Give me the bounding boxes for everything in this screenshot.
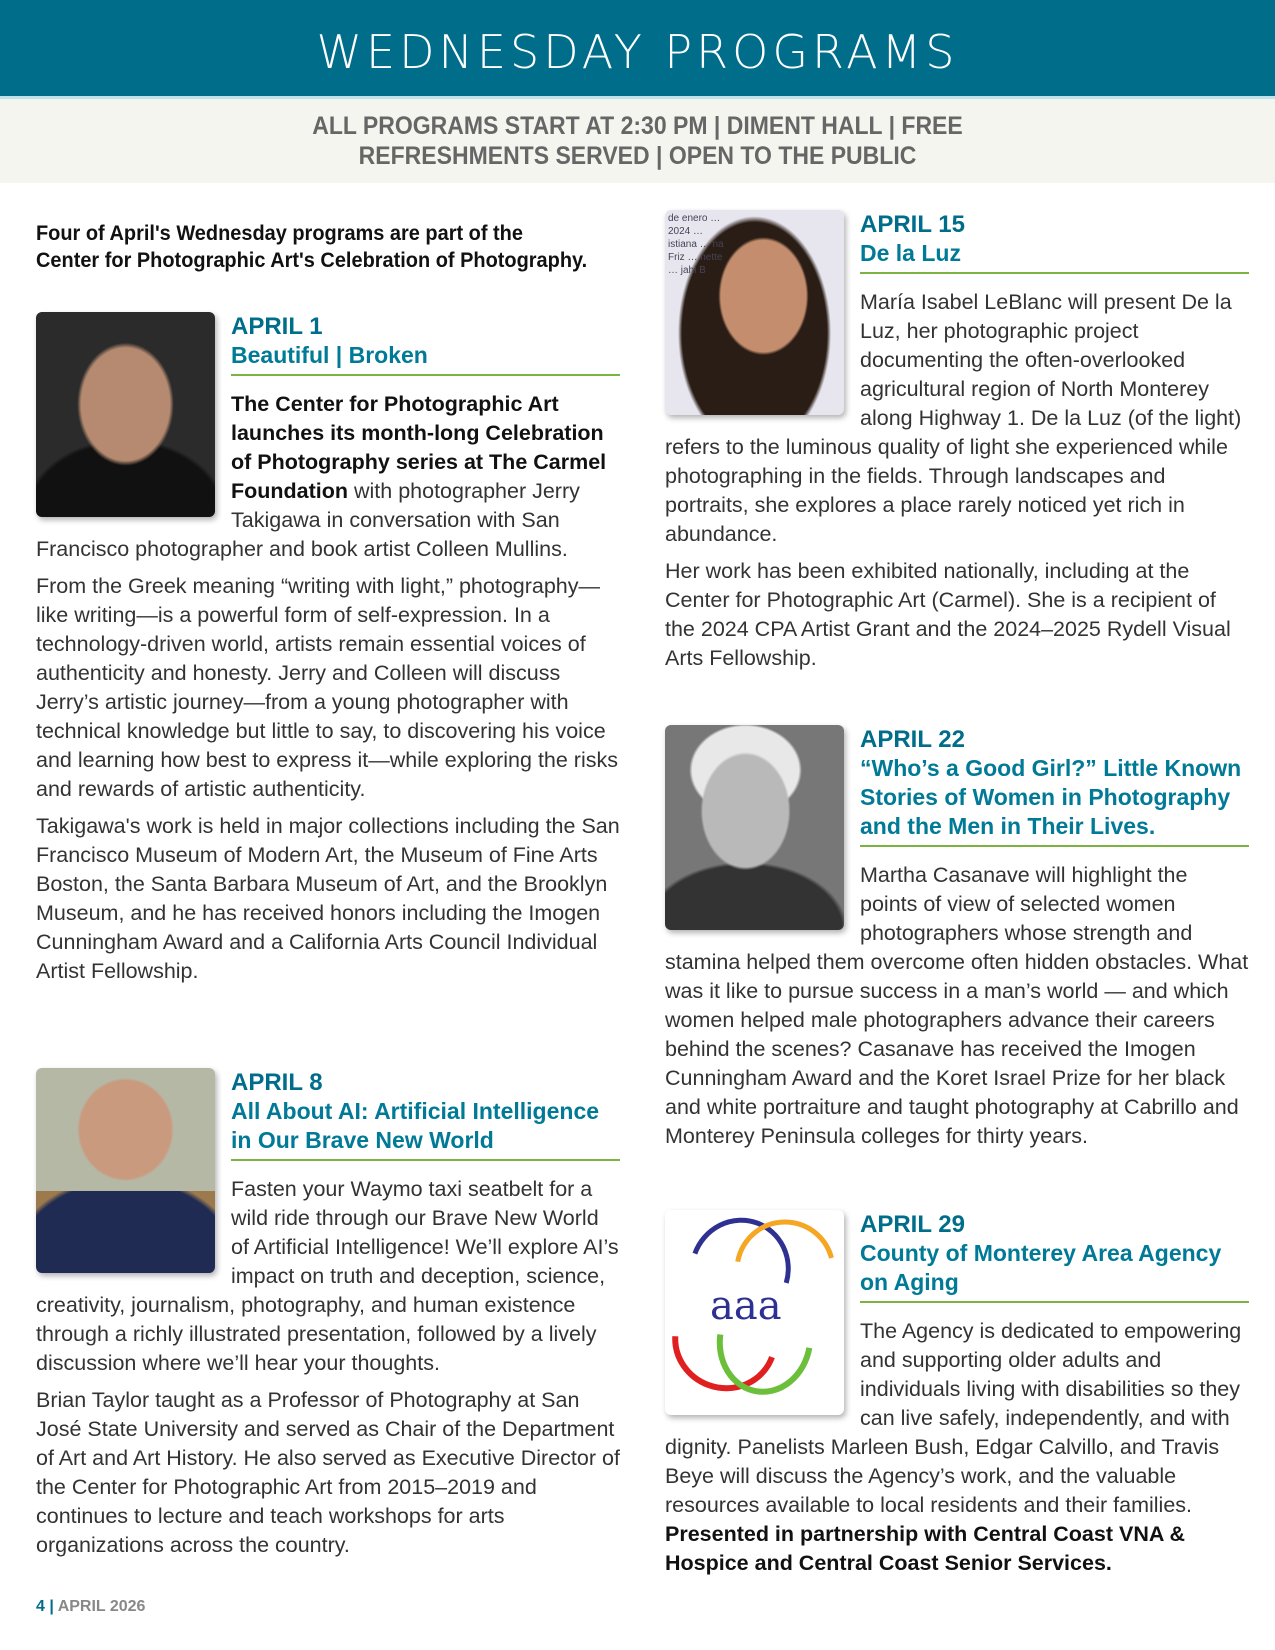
intro-text: Four of April's Wednesday programs are part of the Center for Photographic Art's Celebration of Photography. bbox=[36, 222, 588, 272]
program-text: The Agency is dedicated to empowering and supporting older adults and individuals living with disabilities so they can live safely, independently, and with dignity. Panelists Marleen Bush, Edgar Calvillo, and Travis Beye will discuss the Agency’s work, and the valuable resources available to local residents and their families. bbox=[665, 1319, 1242, 1517]
program-april-22 bbox=[665, 725, 1249, 1159]
page-banner: WEDNESDAY PROGRAMS bbox=[0, 0, 1275, 96]
program-text: Her work has been exhibited nationally, including at the Center for Photographic Art (Carmel). She is a recipient of the 2024 CPA Artist Grant and the 2024–2025 Rydell Visual Arts Fellowship. bbox=[665, 559, 1231, 670]
program-april-8 bbox=[36, 1068, 620, 1568]
photo-brian-taylor bbox=[36, 1068, 215, 1273]
program-april-15 bbox=[665, 210, 1249, 681]
photo-background-text: de enero … 2024 … istiana … na Friz … nette … jahl B bbox=[668, 213, 724, 276]
program-date: APRIL 22 bbox=[860, 726, 965, 753]
info-line-2: REFRESHMENTS SERVED | OPEN TO THE PUBLIC bbox=[358, 142, 917, 170]
program-lead: The Center for Photographic Art launches its month-long Celebration of Photography series at The Carmel Foundation bbox=[231, 392, 607, 503]
aaa-logo-text: aaa bbox=[710, 1283, 782, 1329]
program-date: APRIL 15 bbox=[860, 211, 965, 238]
program-text: Fasten your Waymo taxi seatbelt for a wild ride through our Brave New World of Artificial Intelligence! We’ll explore AI’s impact on truth and deception, science, creativity, journalism, photography, and human existence through a richly illustrated presentation, followed by a lively discussion where we’ll hear your thoughts. bbox=[36, 1177, 619, 1375]
info-line-1: ALL PROGRAMS START AT 2:30 PM | DIMENT HALL | FREE bbox=[312, 112, 963, 140]
program-title: All About AI: Artificial Intelligence in Our Brave New World bbox=[231, 1098, 600, 1153]
program-date: APRIL 1 bbox=[231, 313, 323, 340]
photo-maria-isabel-leblanc bbox=[665, 210, 844, 415]
program-title: De la Luz bbox=[860, 240, 961, 266]
photo-martha-casanave bbox=[665, 725, 844, 930]
aaa-logo bbox=[665, 1210, 844, 1415]
program-date: APRIL 29 bbox=[860, 1211, 965, 1238]
program-date: APRIL 8 bbox=[231, 1069, 323, 1096]
program-title: Beautiful | Broken bbox=[231, 342, 428, 368]
page-number: 4 bbox=[36, 1598, 45, 1615]
program-text: Martha Casanave will highlight the points of view of selected women photographers whose strength and stamina helped them overcome often hidden obstacles. What was it like to pursue success in a man’s world — and which women helped male photographers advance their careers behind the scenes? Casanave has received the Imogen Cunningham Award and the Koret Israel Prize for her black and white portraiture and taught photography at Cabrillo and Monterey Peninsula colleges for thirty years. bbox=[665, 863, 1249, 1148]
program-text: Brian Taylor taught as a Professor of Photography at San José State University and served as Chair of the Department of Art and Art History. He also served as Executive Director of the Center for Photographic Art from 2015–2019 and continues to lecture and teach workshops for arts organizations across the country. bbox=[36, 1388, 620, 1557]
program-text: From the Greek meaning “writing with light,” photography—like writing—is a powerful form of self-expression. In a technology-driven world, artists remain essential voices of authenticity and honesty. Jerry and Colleen will discuss Jerry’s artistic journey—from a young photographer with technical knowledge but little to say, to discovering his voice and learning how best to express it—while exploring the risks and rewards of artistic authenticity. bbox=[36, 574, 618, 801]
issue-date: APRIL 2026 bbox=[57, 1598, 146, 1615]
program-title: County of Monterey Area Agency on Aging bbox=[860, 1240, 1222, 1295]
program-info bbox=[0, 96, 1275, 183]
intro-block bbox=[36, 220, 620, 274]
program-text: María Isabel LeBlanc will present De la Luz, her photographic project documenting the often-overlooked agricultural region of North Monterey along Highway 1. De la Luz (of the light) refers to the luminous quality of light she experienced while photographing in the fields. Through landscapes and portraits, she explores a place rarely noticed yet rich in abundance. bbox=[665, 290, 1242, 546]
photo-jerry-takigawa bbox=[36, 312, 215, 517]
program-text: Takigawa's work is held in major collections including the San Francisco Museum of Modern Art, the Museum of Fine Arts Boston, the Santa Barbara Museum of Art, and the Brooklyn Museum, and he has received honors including the Imogen Cunningham Award and a California Arts Council Individual Artist Fellowship. bbox=[36, 814, 620, 983]
program-title: “Who’s a Good Girl?” Little Known Stories of Women in Photography and the Men in Their Lives. bbox=[860, 755, 1242, 839]
partnership-note: Presented in partnership with Central Coast VNA & Hospice and Central Coast Senior Services. bbox=[665, 1522, 1186, 1575]
program-april-29 bbox=[665, 1210, 1249, 1586]
page-footer: 4 | APRIL 2026 bbox=[36, 1598, 146, 1615]
program-april-1 bbox=[36, 312, 620, 994]
program-text: with photographer Jerry Takigawa in conversation with San Francisco photographer and book artist Colleen Mullins. bbox=[36, 479, 580, 561]
